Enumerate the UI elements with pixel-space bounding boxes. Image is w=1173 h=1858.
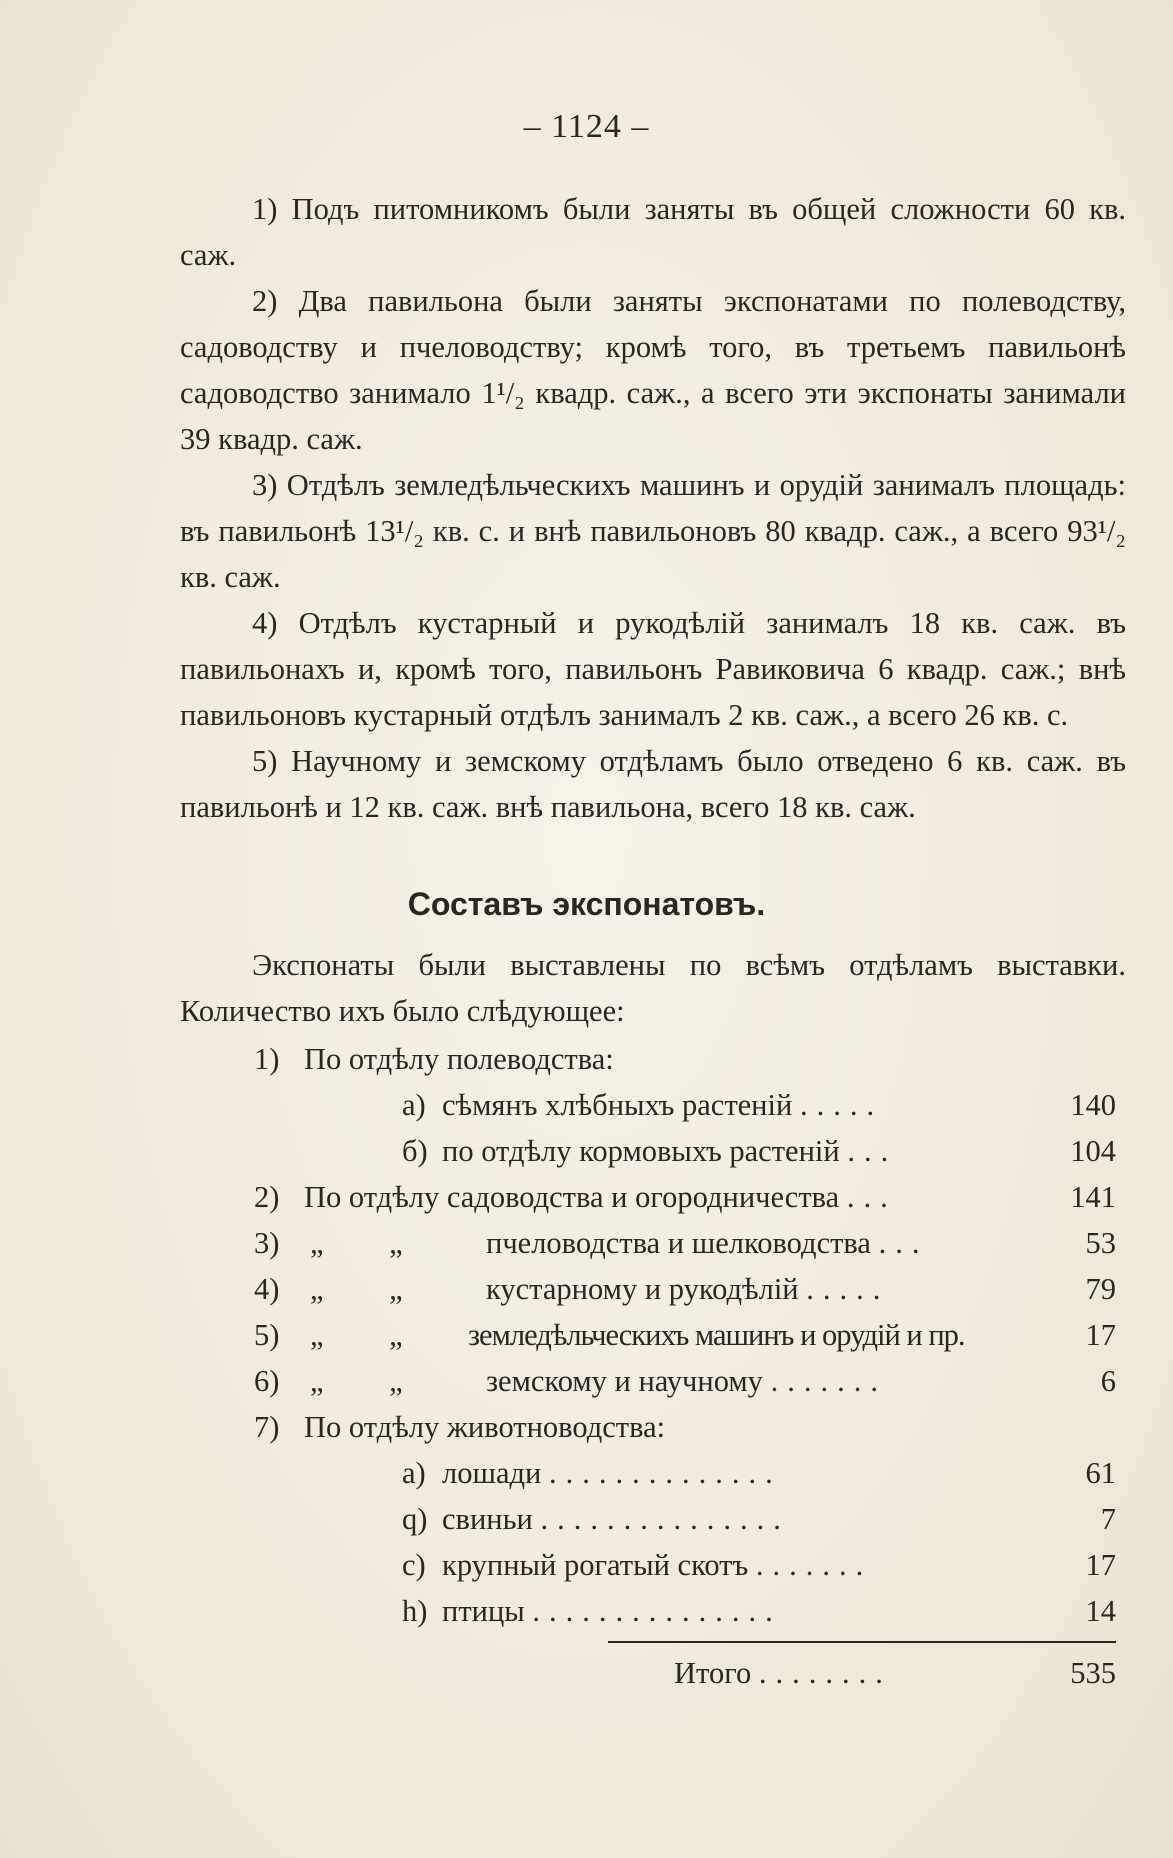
item-label: По отдѣлу садоводства и огородничества ... bbox=[304, 1180, 897, 1214]
total-rule bbox=[608, 1641, 1116, 1643]
item-label: крупный рогатый скотъ ....... bbox=[442, 1548, 873, 1582]
list-item bbox=[254, 1312, 1116, 1358]
item-number: 5) bbox=[254, 1318, 280, 1352]
item-value: 53 bbox=[1085, 1226, 1116, 1260]
list-item bbox=[402, 1496, 1116, 1542]
item-value: 79 bbox=[1085, 1272, 1116, 1306]
item-label: пчеловодства и шелководства ... bbox=[486, 1226, 929, 1260]
list-item bbox=[402, 1588, 1116, 1634]
item-label: земскому и научному ....... bbox=[486, 1364, 887, 1398]
total-row bbox=[674, 1650, 1116, 1696]
item-value: 7 bbox=[1100, 1502, 1116, 1536]
item-label: сѣмянъ хлѣбныхъ растеній ..... bbox=[442, 1088, 884, 1122]
item-letter: q) bbox=[402, 1502, 428, 1536]
section-heading: Составъ экспонатовъ. bbox=[407, 886, 766, 922]
item-number: 7) bbox=[254, 1410, 280, 1444]
item-label: кустарному и рукодѣлій ..... bbox=[486, 1272, 890, 1306]
list-item bbox=[254, 1404, 1116, 1450]
total-label: Итого ........ bbox=[674, 1656, 892, 1690]
item-letter: б) bbox=[402, 1134, 428, 1168]
item-label: птицы ............... bbox=[442, 1594, 782, 1628]
list-item bbox=[254, 1266, 1116, 1312]
list-item bbox=[254, 1174, 1116, 1220]
list-item bbox=[402, 1082, 1116, 1128]
item-label: по отдѣлу кормовыхъ растеній ... bbox=[442, 1134, 898, 1168]
intro-text bbox=[180, 942, 1126, 1034]
item-label: лошади .............. bbox=[442, 1456, 782, 1490]
item-letter: а) bbox=[402, 1088, 426, 1122]
list-item bbox=[254, 1220, 1116, 1266]
list-item bbox=[254, 1358, 1116, 1404]
ditto-marks: „ „ bbox=[310, 1318, 403, 1352]
item-value: 140 bbox=[1070, 1088, 1116, 1122]
total-value: 535 bbox=[1070, 1656, 1116, 1690]
ditto-marks: „ „ bbox=[310, 1364, 403, 1398]
item-value: 141 bbox=[1070, 1180, 1116, 1214]
item-number: 6) bbox=[254, 1364, 280, 1398]
item-value: 104 bbox=[1070, 1134, 1116, 1168]
list-item bbox=[254, 1036, 1116, 1082]
area-paragraphs bbox=[180, 186, 1126, 830]
paragraph-4: 4) Отдѣлъ кустарный и рукодѣлій занималъ 18 кв. саж. въ павильонахъ и, кромѣ того, павильонъ Равиковича 6 квадр. саж.; внѣ павильоновъ кустарный отдѣлъ занималъ 2 кв. саж., а всего 26 кв. с. bbox=[180, 606, 1126, 732]
item-value: 14 bbox=[1085, 1594, 1116, 1628]
list-item bbox=[402, 1542, 1116, 1588]
paragraph-1: 1) Подъ питомникомъ были заняты въ общей сложности 60 кв. саж. bbox=[180, 192, 1126, 272]
page-number: – 1124 – bbox=[523, 108, 650, 145]
paragraph-3: 3) Отдѣлъ земледѣльческихъ машинъ и орудій занималъ площадь: въ павильонѣ 13¹/₂ кв. с. и внѣ павильоновъ 80 квадр. саж., а всего 93¹/₂ кв. саж. bbox=[180, 468, 1126, 594]
ditto-marks: „ „ bbox=[310, 1226, 403, 1260]
item-label: По отдѣлу животноводства: bbox=[304, 1410, 666, 1444]
list-item bbox=[402, 1128, 1116, 1174]
list-item bbox=[402, 1450, 1116, 1496]
paragraph-2: 2) Два павильона были заняты экспонатами по полеводству, садоводству и пчеловодству; кромѣ того, въ третьемъ павильонѣ садоводство занимало 1¹/₂ квадр. саж., а всего эти экспонаты занимали 39 квадр. саж. bbox=[180, 284, 1126, 456]
item-value: 17 bbox=[1085, 1318, 1116, 1352]
item-label: свиньи ............... bbox=[442, 1502, 790, 1536]
item-value: 17 bbox=[1085, 1548, 1116, 1582]
item-letter: с) bbox=[402, 1548, 426, 1582]
item-letter: а) bbox=[402, 1456, 426, 1490]
item-number: 3) bbox=[254, 1226, 280, 1260]
item-number: 1) bbox=[254, 1042, 280, 1076]
item-value: 6 bbox=[1100, 1364, 1116, 1398]
item-value: 61 bbox=[1085, 1456, 1116, 1490]
item-label: земледѣльческихъ машинъ и орудій и пр. bbox=[468, 1318, 965, 1352]
item-letter: h) bbox=[402, 1594, 428, 1628]
paragraph-5: 5) Научному и земскому отдѣламъ было отведено 6 кв. саж. въ павильонѣ и 12 кв. саж. внѣ павильона, всего 18 кв. саж. bbox=[180, 744, 1126, 824]
item-label: По отдѣлу полеводства: bbox=[304, 1042, 614, 1076]
item-number: 4) bbox=[254, 1272, 280, 1306]
intro-paragraph: Экспонаты были выставлены по всѣмъ отдѣламъ выставки. Количество ихъ было слѣдующее: bbox=[180, 948, 1126, 1028]
ditto-marks: „ „ bbox=[310, 1272, 403, 1306]
item-number: 2) bbox=[254, 1180, 280, 1214]
